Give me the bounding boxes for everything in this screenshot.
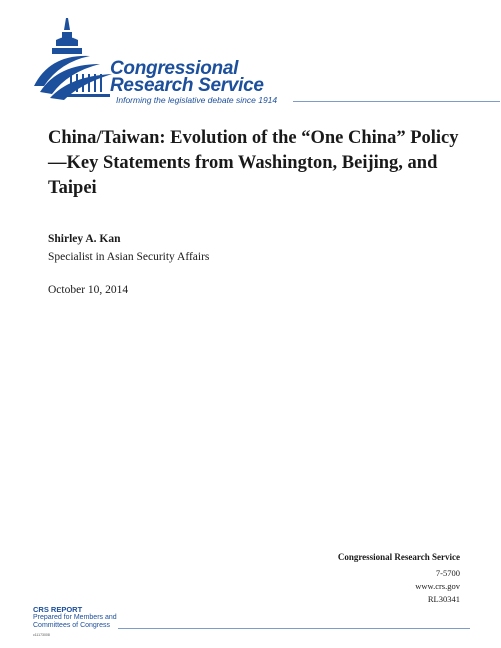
author-name: Shirley A. Kan — [48, 233, 121, 245]
crs-report-label: CRS REPORT — [33, 605, 83, 614]
crs-logo-name-line2: Research Service — [110, 75, 264, 96]
publisher-website: www.crs.gov — [415, 581, 460, 591]
publisher-name: Congressional Research Service — [337, 552, 460, 562]
footer-line1: Prepared for Members and — [33, 614, 117, 621]
publisher-block — [338, 551, 460, 606]
crs-report-footer — [33, 606, 117, 630]
author-role: Specialist in Asian Security Affairs — [48, 251, 210, 263]
report-date: October 10, 2014 — [48, 284, 129, 296]
publisher-number: 7-5700 — [435, 568, 460, 578]
crs-tagline: Informing the legislative debate since 1914 — [116, 95, 278, 105]
crs-logo-name — [110, 60, 264, 94]
crs-logo-name-line1: Congressional — [110, 58, 239, 79]
crs-logo — [30, 16, 490, 111]
report-id: RL30341 — [427, 594, 460, 604]
footer-line2: Committees of Congress — [33, 622, 111, 629]
footer-divider — [118, 628, 470, 629]
capitol-dome-icon — [30, 16, 116, 106]
header-divider — [293, 101, 500, 102]
document-code: c11173008 — [33, 633, 50, 637]
report-title: China/Taiwan: Evolution of the “One China” Policy—Key Statements from Washington, Beijing, and Taipei — [48, 128, 459, 198]
